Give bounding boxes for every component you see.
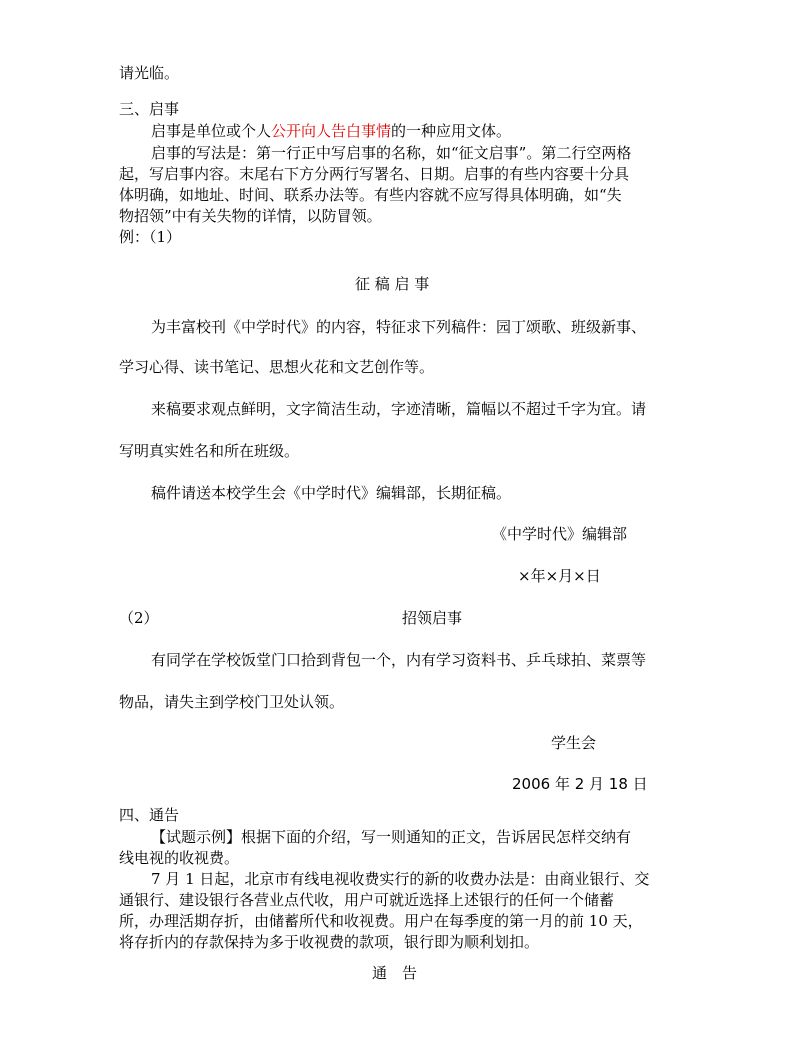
notice-title: 通 告 xyxy=(372,964,418,982)
signature: 《中学时代》编辑部 xyxy=(492,525,628,543)
definition-text: 启事是单位或个人 xyxy=(151,122,272,140)
paragraph-line: 物招领”中有关失物的详情，以防冒领。 xyxy=(119,207,382,225)
notice-body-line: 有同学在学校饭堂门口拾到背包一个，内有学习资料书、乒乓球拍、菜票等 xyxy=(151,651,647,669)
notice-body-line: 写明真实姓名和所在班级。 xyxy=(119,442,300,460)
notice-title: 征 稿 启 事 xyxy=(355,275,430,293)
notice-body-line: 稿件请送本校学生会《中学时代》编辑部，长期征稿。 xyxy=(151,484,512,502)
date: 2006 年 2 月 18 日 xyxy=(512,775,648,793)
example-label: 例：（1） xyxy=(119,228,182,246)
question-line: 【试题示例】根据下面的介绍，写一则通知的正文，告诉居民怎样交纳有 xyxy=(151,828,632,846)
content-line: 7 月 1 日起，北京市有线电视收费实行的新的收费办法是：由商业银行、交 xyxy=(151,870,650,888)
section-heading: 四、通告 xyxy=(119,806,180,824)
date: ×年×月×日 xyxy=(518,567,601,585)
notice-body-line: 学习心得、读书笔记、思想火花和文艺创作等。 xyxy=(119,358,435,376)
paragraph-line: 体明确，如地址、时间、联系办法等。有些内容就不应写得具体明确，如“失 xyxy=(119,186,622,204)
signature: 学生会 xyxy=(551,734,597,752)
content-line: 将存折内的存款保持为多于收视费的款项，银行即为顺利划扣。 xyxy=(119,933,540,951)
paragraph-line: 启事的写法是：第一行正中写启事的名称，如“征文启事”。第二行空两格 xyxy=(151,144,632,162)
paragraph-line: 起，写启事内容。末尾右下方分两行写署名、日期。启事的有些内容要十分具 xyxy=(119,165,630,183)
notice-body-line: 来稿要求观点鲜明，文字简洁生动，字迹清晰，篇幅以不超过千字为宜。请 xyxy=(151,400,647,418)
notice-title: 招领启事 xyxy=(402,609,463,627)
section-heading: 三、启事 xyxy=(119,100,180,118)
example-label: （2） xyxy=(119,609,159,627)
definition-text: 的一种应用文体。 xyxy=(391,122,512,140)
content-line: 通银行、建设银行各营业点代收，用户可就近选择上述银行的任何一个储蓄 xyxy=(119,891,615,909)
notice-body-line: 物品，请失主到学校门卫处认领。 xyxy=(119,693,345,711)
question-line: 线电视的收视费。 xyxy=(119,849,240,867)
definition-line xyxy=(151,121,511,141)
text-line: 请光临。 xyxy=(119,64,180,82)
notice-body-line: 为丰富校刊《中学时代》的内容，特征求下列稿件：园丁颂歌、班级新事、 xyxy=(151,318,647,336)
highlighted-text: 公开向人告白事情 xyxy=(271,122,392,140)
content-line: 所，办理活期存折，由储蓄所代和收视费。用户在每季度的第一月的前 10 天， xyxy=(119,912,643,930)
